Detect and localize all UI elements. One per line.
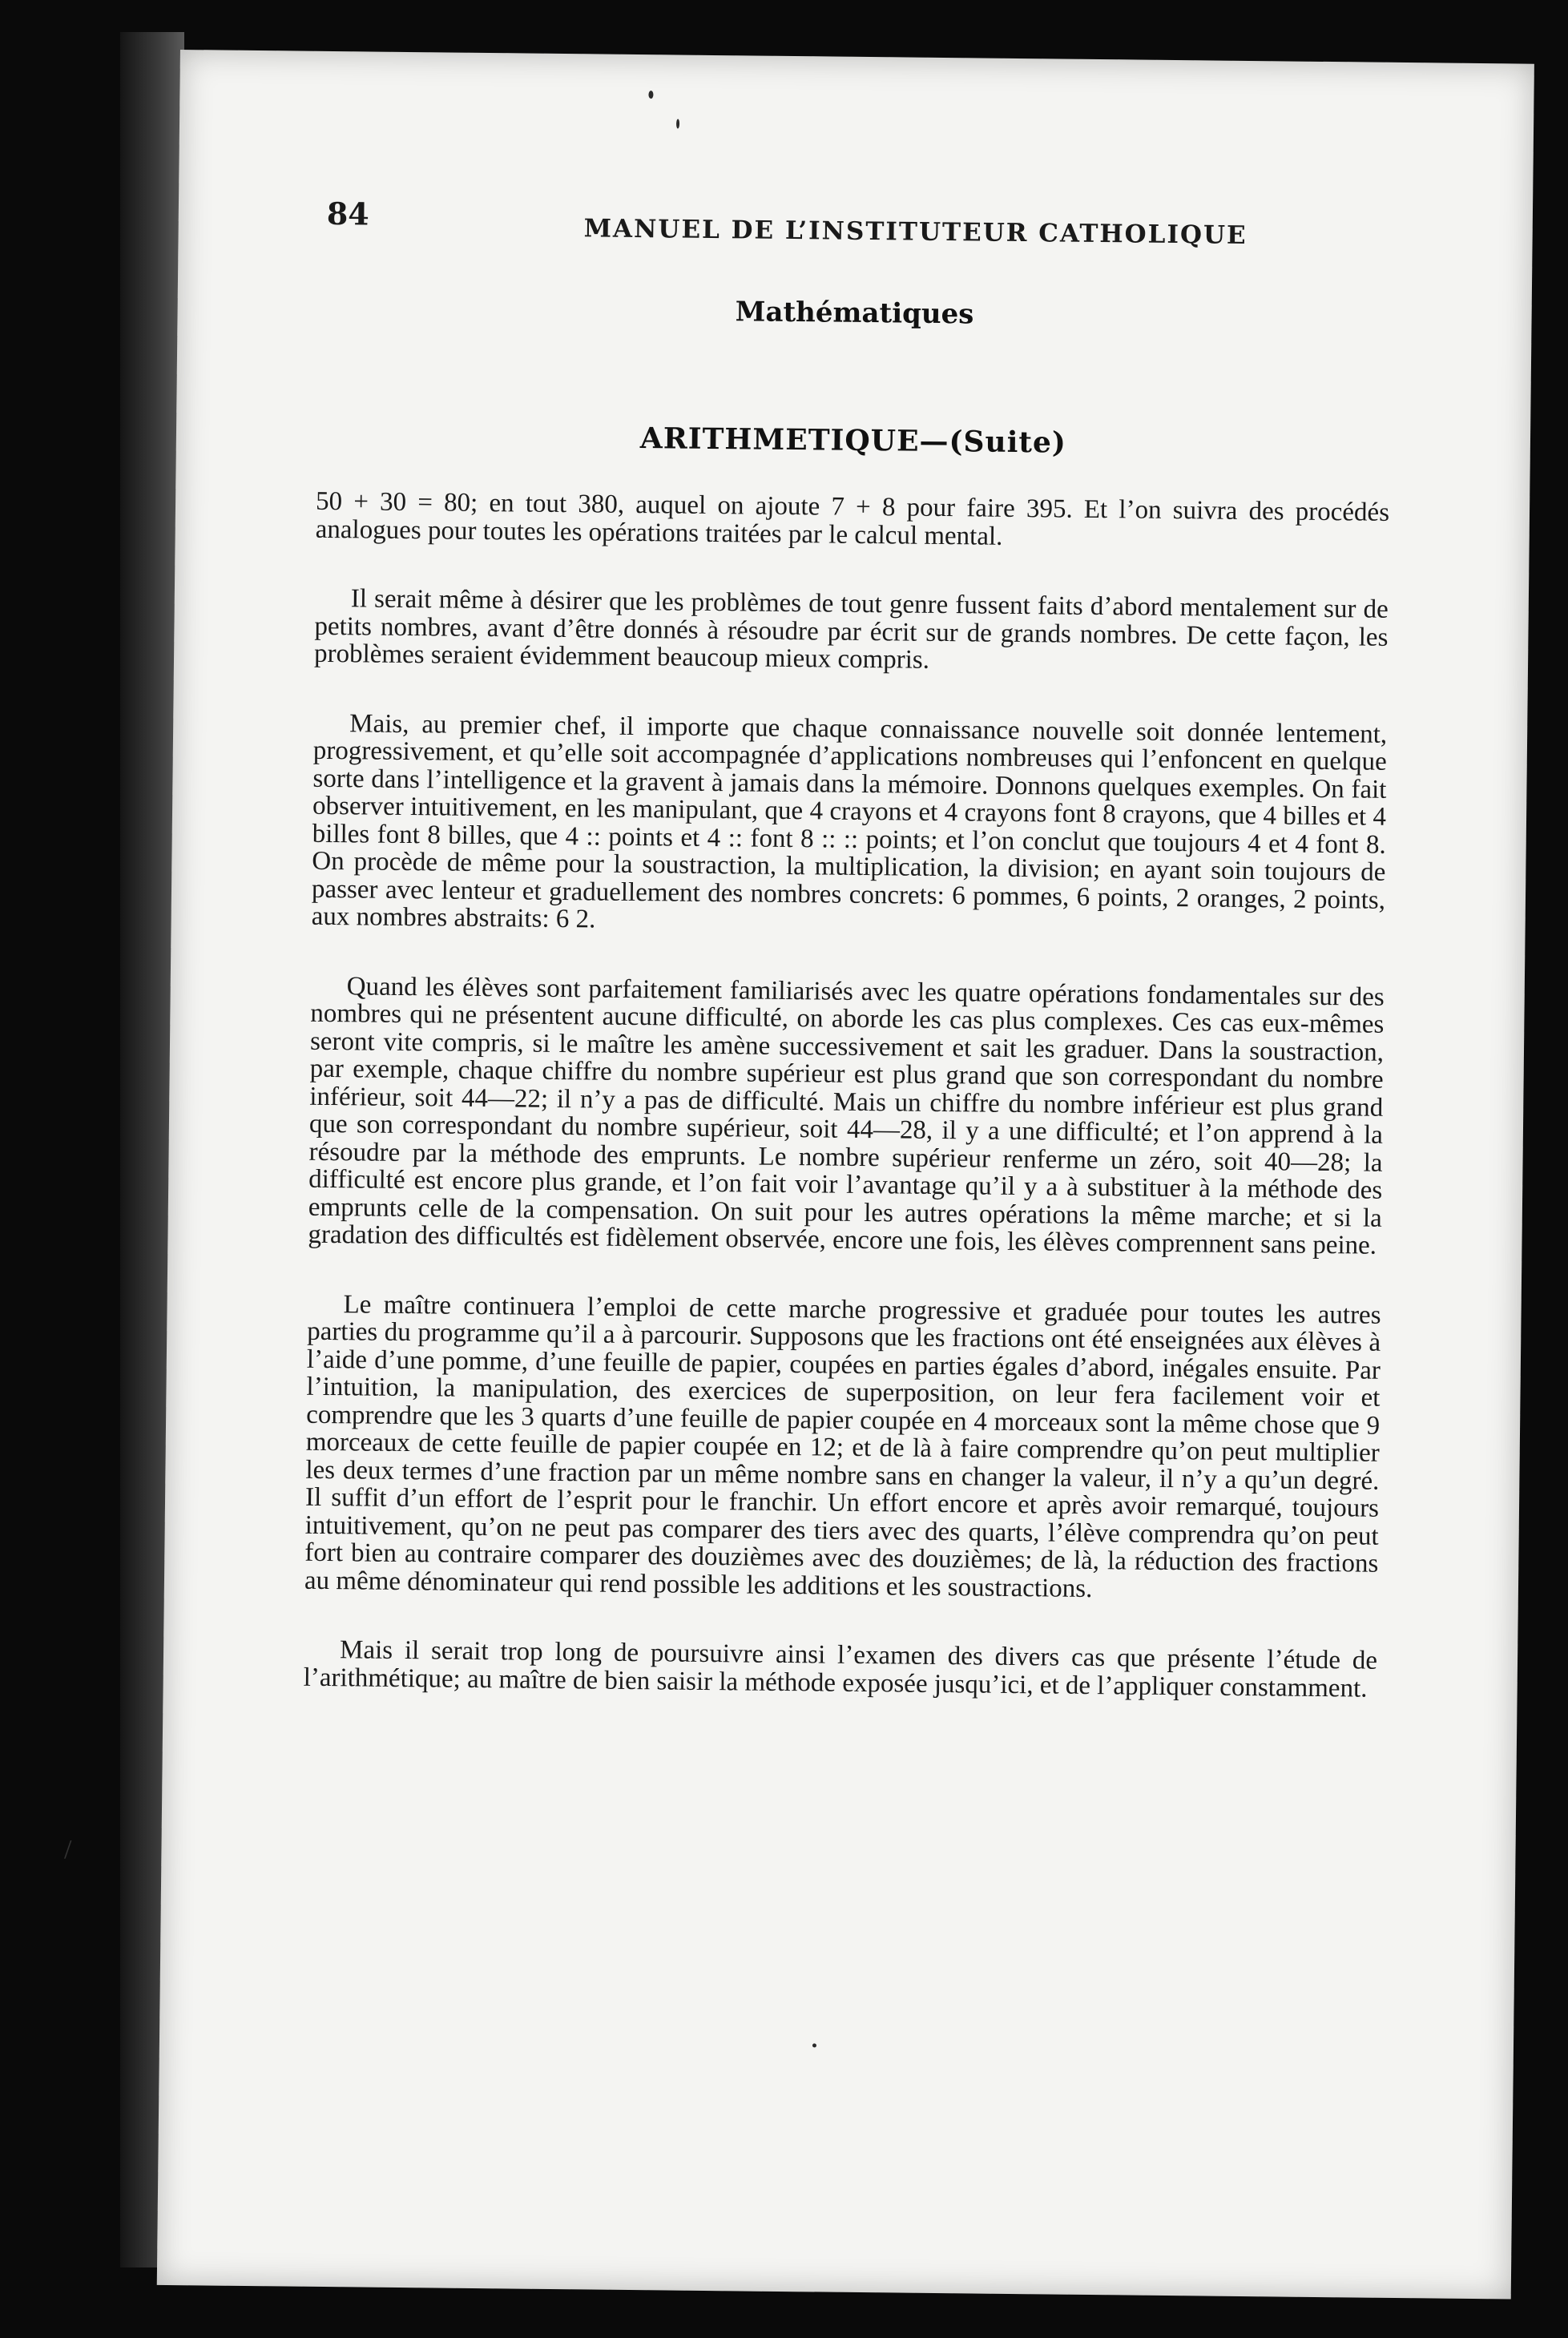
paragraph: Il serait même à désirer que les problèmes de tout genre fussent faits d’abord mentalement sur de petits nombres, avant d’être donnés à résoudre par écrit sur de grands nombres. De cette façon, les problèmes seraient évidemment beaucoup mieux compris. [313,584,1389,675]
chapter-title: ARITHMETIQUE—(Suite) [639,421,1067,460]
page-number: 84 [326,195,369,232]
paragraph: Le maître continuera l’emploi de cette marche progressive et graduée pour toutes les autres parties du programme qu’il a à parcourir. Supposons que les fractions ont été enseignées aux élèves à l’aide d’une pomme, d’une feuille de papier, coupées en parties égales d’abord, inégales ensuite. Par l’intuition, la manipulation, des exercices de superposition, on leur fera facilement voir et comprendre que les 3 quarts d’une feuille de papier coupée en 4 morceaux sont la même chose que 9 morceaux de cette feuille de papier coupée en 12; et de là à faire comprendre qu’on peut multiplier les deux termes d’une fraction par un même nombre sans en changer la valeur, il n’y a qu’un degré. Il suffit d’un effort de l’esprit pour le franchir. Un effort encore et après avoir remarqué, toujours intuitivement, qu’on ne peut pas comparer des tiers avec des quarts, l’élève comprendra qu’on peut fort bien au contraire comparer des douzièmes avec des douzièmes; de là, la réduction des fractions au même dénominateur qui rend possible les additions et les soustractions. [304,1289,1381,1603]
print-speck [812,2043,816,2047]
running-head: MANUEL DE L’INSTITUTEUR CATHOLIQUE [583,214,1248,250]
paragraph: Quand les élèves sont parfaitement familiarisés avec les quatre opérations fondamentales sur des nombres qui ne présentent aucune difficulté, on aborde les cas plus complexes. Ces cas eux-mêmes seront vite compris, si le maître les amène successivement et sait les graduer. Dans la soustraction, par exemple, chaque chiffre du nombre supérieur est plus grand que son correspondant du nombre inférieur, soit 44—22; il n’y a pas de difficulté. Mais un chiffre du nombre inférieur est plus grand que son correspondant du nombre supérieur, soit 44—28, il y a une difficulté; et l’on apprend à la résoudre par la méthode des emprunts. Le nombre supérieur renferme un zéro, soit 40—28; la difficulté est encore plus grande, et l’on fait voir l’avantage qu’il y a à substituer à la méthode des emprunts celle de la compensation. On suit pour les autres opérations la même marche; et si la gradation des difficultés est fidèlement observée, encore une fois, les élèves comprennent sans peine. [308,971,1385,1260]
print-speck [676,119,679,128]
paragraph: 50 + 30 = 80; en tout 380, auquel on ajoute 7 + 8 pour faire 395. Et l’on suivra des procédés analogues pour toutes les opérations traitées par le calcul mental. [315,486,1390,551]
body-text [304,488,1390,1703]
book-page [157,50,1534,2300]
print-speck [648,91,653,99]
section-title: Mathématiques [735,296,974,331]
paragraph: Mais, au premier chef, il importe que chaque connaissance nouvelle soit donnée lentement, progressivement, et qu’elle soit accompagnée d’applications nombreuses qui l’enfoncent en quelque sorte dans l’intelligence et la gravent à jamais dans la mémoire. Donnons quelques exemples. On fait observer intuitivement, en les manipulant, que 4 crayons et 4 crayons font 8 crayons, que 4 billes et 4 billes font 8 billes, que 4 :: points et 4 :: font 8 :: :: points; et l’on conclut que toujours 4 et 4 font 8. On procède de même pour la soustraction, la multiplication, la division; en ayant soin toujours de passer avec lenteur et graduellement des nombres concrets: 6 pommes, 6 points, 2 oranges, 2 points, aux nombres abstraits: 6 2. [311,708,1388,934]
margin-mark: / [64,1835,72,1864]
paragraph: Mais il serait trop long de poursuivre ainsi l’examen des divers cas que présente l’étude de l’arithmétique; au maître de bien saisir la méthode exposée jusqu’ici, et de l’appliquer constamment. [303,1635,1378,1703]
